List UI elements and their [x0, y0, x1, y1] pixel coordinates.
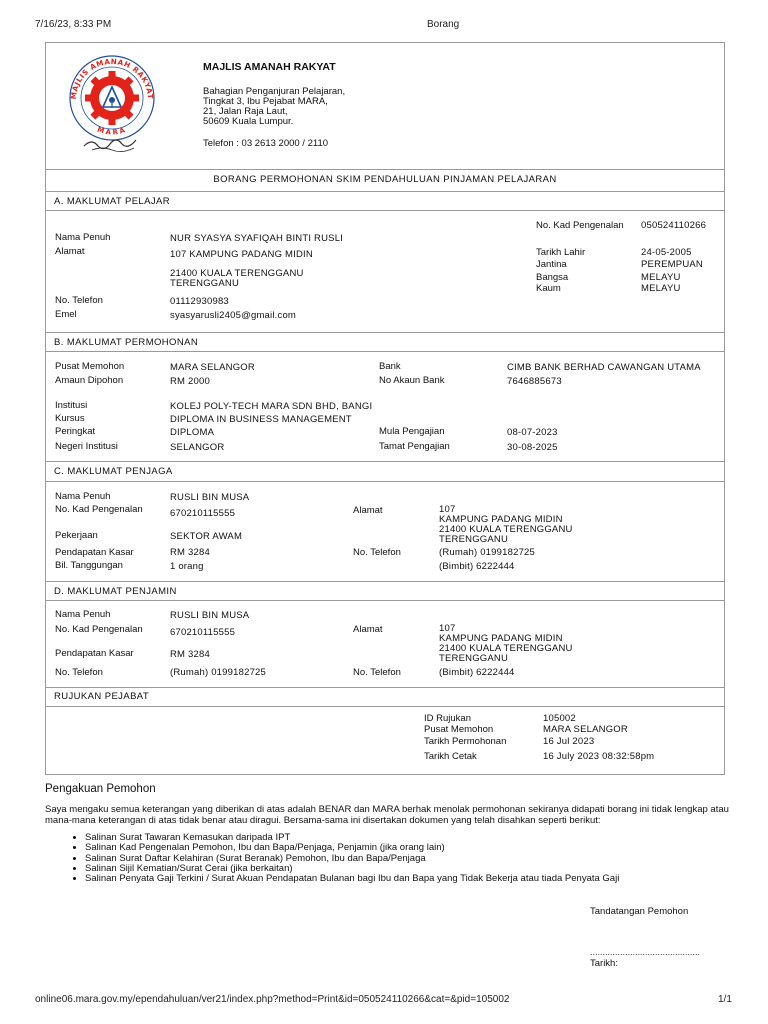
a-race-value: MELAYU [641, 272, 681, 283]
ref-center-label: Pusat Memohon [424, 724, 494, 735]
c-job-label: Pekerjaan [55, 530, 98, 541]
a-ethnic-label: Kaum [536, 283, 561, 294]
ref-print-value: 16 July 2023 08:32:58pm [543, 751, 655, 762]
a-address-line-1: 107 KAMPUNG PADANG MIDIN [170, 249, 313, 260]
c-dependents-label: Bil. Tanggungan [55, 560, 123, 571]
a-gender-value: PEREMPUAN [641, 259, 703, 270]
a-dob-label: Tarikh Lahir [536, 247, 586, 258]
b-institution-value: KOLEJ POLY-TECH MARA SDN BHD, BANGI [170, 401, 373, 412]
d-income-label: Pendapatan Kasar [55, 648, 134, 659]
a-phone-label: No. Telefon [55, 295, 103, 306]
a-race-label: Bangsa [536, 272, 569, 283]
logo-bottom-text: MARA [96, 125, 128, 137]
section-ref-title: RUJUKAN PEJABAT [54, 691, 150, 702]
c-name-label: Nama Penuh [55, 491, 111, 502]
print-url[interactable]: online06.mara.gov.my/ependahuluan/ver21/index.php?method=Print&id=050524110266&cat=&pid=105002 [35, 994, 510, 1005]
a-email-value: syasyarusli2405@gmail.com [170, 310, 297, 321]
d-ic-value: 670210115555 [170, 627, 236, 638]
b-amount-value: RM 2000 [170, 376, 210, 387]
b-course-value: DIPLOMA IN BUSINESS MANAGEMENT [170, 414, 352, 425]
org-phone: Telefon : 03 2613 2000 / 2110 [203, 138, 329, 149]
section-c-title: C. MAKLUMAT PENJAGA [54, 466, 173, 477]
c-job-value: SEKTOR AWAM [170, 531, 243, 542]
signature-label: Tandatangan Pemohon [590, 906, 689, 917]
signature-line: ............................................ [590, 947, 701, 957]
a-name-label: Nama Penuh [55, 232, 111, 243]
a-address-rest: 21400 KUALA TERENGGANU TERENGGANU [170, 268, 304, 289]
section-a-title: A. MAKLUMAT PELAJAR [54, 196, 171, 207]
list-item: • Salinan Penyata Gaji Terkini / Surat Akuan Pendapatan Bulanan bagi Ibu dan Bapa yang Tidak Bekerja atau tiada Penyata Gaji [85, 874, 619, 884]
list-item: • Salinan Kad Pengenalan Pemohon, Ibu dan Bapa/Penjaga, Penjamin (jika orang lain) [85, 843, 619, 853]
org-name: MAJLIS AMANAH RAKYAT [203, 61, 336, 73]
c-income-label: Pendapatan Kasar [55, 547, 134, 558]
list-item: • Salinan Sijil Kematian/Surat Cerai (jika berkaitan) [85, 864, 619, 874]
ref-id-value: 105002 [543, 713, 576, 724]
declaration-title: Pengakuan Pemohon [45, 783, 156, 795]
a-name-value: NUR SYASYA SYAFIQAH BINTI RUSLI [170, 233, 344, 244]
form-title: BORANG PERMOHONAN SKIM PENDAHULUAN PINJAMAN PELAJARAN [213, 174, 557, 185]
b-account-value: 7646885673 [507, 376, 562, 387]
b-end-label: Tamat Pengajian [379, 441, 450, 452]
ref-center-value: MARA SELANGOR [543, 724, 628, 735]
ref-date-value: 16 Jul 2023 [543, 736, 595, 747]
d-address-label: Alamat [353, 624, 383, 635]
b-bank-label: Bank [379, 361, 401, 372]
c-address-value: 107 KAMPUNG PADANG MIDIN 21400 KUALA TERENGGANU TERENGGANU [439, 504, 573, 545]
b-course-label: Kursus [55, 413, 85, 424]
c-ic-label: No. Kad Pengenalan [55, 504, 143, 515]
c-phone-mobile: (Bimbit) 6222444 [439, 561, 515, 572]
c-phone-label: No. Telefon [353, 547, 401, 558]
print-doc-title: Borang [427, 19, 460, 30]
d-phone-label-2: No. Telefon [353, 667, 401, 678]
b-institution-label: Institusi [55, 400, 88, 411]
b-state-label: Negeri Institusi [55, 441, 118, 452]
d-phone-label: No. Telefon [55, 667, 103, 678]
org-address: Bahagian Penganjuran Pelajaran, Tingkat 3, Ibu Pejabat MARA, 21, Jalan Raja Laut, 50609 Kuala Lumpur. [203, 86, 346, 127]
a-ethnic-value: MELAYU [641, 283, 681, 294]
d-ic-label: No. Kad Pengenalan [55, 624, 143, 635]
b-center-label: Pusat Memohon [55, 361, 125, 372]
a-gender-label: Jantina [536, 259, 567, 270]
ref-id-label: ID Rujukan [424, 713, 471, 724]
list-item: • Salinan Surat Daftar Kelahiran (Surat Beranak) Pemohon, Ibu dan Bapa/Penjaga [85, 854, 619, 864]
b-level-value: DIPLOMA [170, 427, 215, 438]
svg-text:MARA [96, 126, 128, 137]
d-phone-home: (Rumah) 0199182725 [170, 667, 267, 678]
ref-print-label: Tarikh Cetak [424, 751, 477, 762]
b-bank-value: CIMB BANK BERHAD CAWANGAN UTAMA [507, 362, 701, 373]
signature-date-label: Tarikh: [590, 958, 618, 969]
c-name-value: RUSLI BIN MUSA [170, 492, 250, 503]
section-b-title: B. MAKLUMAT PERMOHONAN [54, 337, 199, 348]
a-email-label: Emel [55, 309, 77, 320]
section-d-title: D. MAKLUMAT PENJAMIN [54, 586, 177, 597]
a-ic-value: 050524110266 [641, 220, 707, 231]
d-name-label: Nama Penuh [55, 609, 111, 620]
c-income-value: RM 3284 [170, 547, 210, 558]
logo-ring-text: MAJLIS AMANAH RAKYAT [68, 56, 156, 100]
c-address-label: Alamat [353, 505, 383, 516]
b-amount-label: Amaun Dipohon [55, 375, 124, 386]
a-ic-label: No. Kad Pengenalan [536, 220, 624, 231]
b-start-value: 08-07-2023 [507, 427, 558, 438]
list-item: • Salinan Surat Tawaran Kemasukan daripada IPT [85, 833, 619, 843]
d-name-value: RUSLI BIN MUSA [170, 610, 250, 621]
b-account-label: No Akaun Bank [379, 375, 445, 386]
mara-logo [62, 50, 162, 158]
c-phone-home: (Rumah) 0199182725 [439, 547, 536, 558]
a-phone-value: 01112930983 [170, 296, 229, 307]
a-address-label: Alamat [55, 246, 85, 257]
attachment-list [70, 833, 619, 884]
ref-date-label: Tarikh Permohonan [424, 736, 507, 747]
b-state-value: SELANGOR [170, 442, 225, 453]
b-level-label: Peringkat [55, 426, 96, 437]
d-address-value: 107 KAMPUNG PADANG MIDIN 21400 KUALA TERENGGANU TERENGGANU [439, 623, 573, 664]
c-dependents-value: 1 orang [170, 561, 204, 572]
print-datetime: 7/16/23, 8:33 PM [35, 19, 112, 30]
a-dob-value: 24-05-2005 [641, 247, 692, 258]
d-income-value: RM 3284 [170, 649, 210, 660]
b-center-value: MARA SELANGOR [170, 362, 255, 373]
d-phone-mobile: (Bimbit) 6222444 [439, 667, 515, 678]
declaration-text: Saya mengaku semua keterangan yang diberikan di atas adalah BENAR dan MARA berhak menolak permohonan sekiranya didapati borang ini tidak lengkap atau mana-mana keterangan di atas tidak benar atau diragui. Bersama-sama ini disertakan dokumen yang telah disahkan seperti berikut: [45, 804, 729, 826]
b-start-label: Mula Pengajian [379, 426, 445, 437]
c-ic-value: 670210115555 [170, 508, 236, 519]
print-page-number: 1/1 [718, 994, 732, 1005]
b-end-value: 30-08-2025 [507, 442, 558, 453]
